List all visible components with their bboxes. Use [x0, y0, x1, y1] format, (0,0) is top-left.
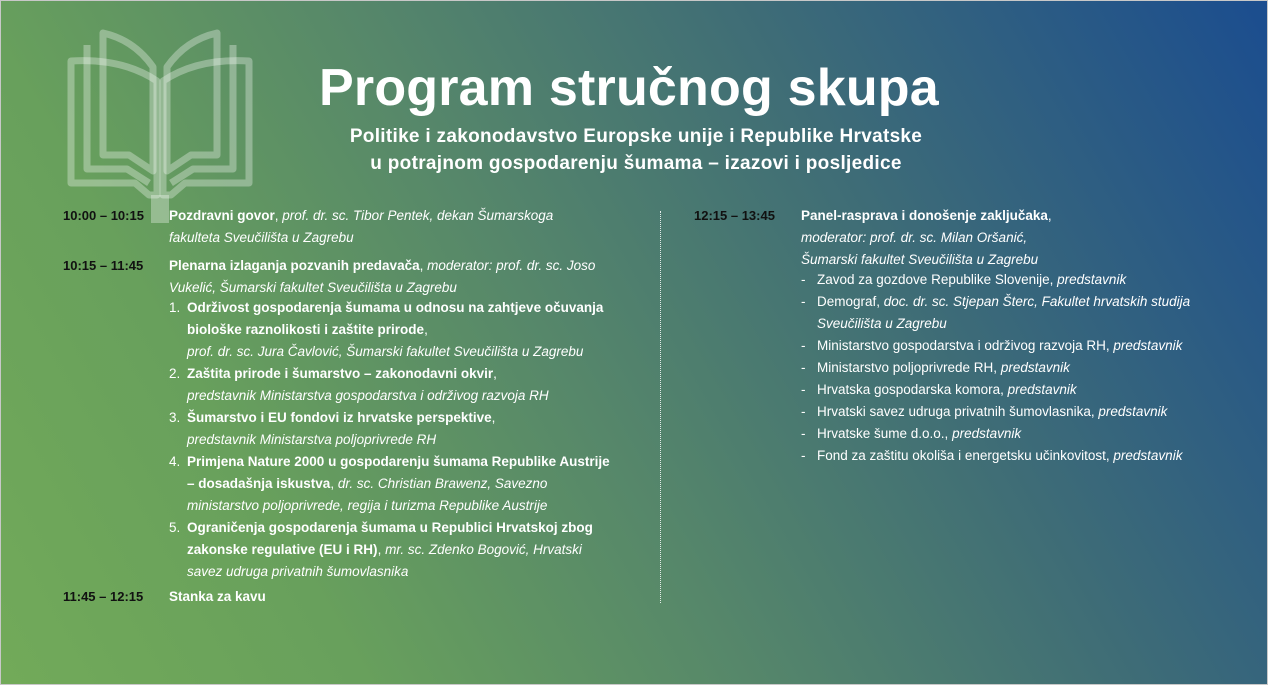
time-slot: 11:45 – 12:15 [63, 589, 144, 604]
agenda-item-detail: moderator: prof. dr. sc. Joso [427, 258, 596, 273]
panelist-role: predstavnik [1000, 360, 1070, 375]
talk-speaker: mr. sc. Zdenko Bogović, Hrvatski [385, 542, 582, 557]
talk-speaker: ministarstvo poljoprivrede, regija i turizma Republike Austrije [187, 498, 548, 513]
separator: , [330, 476, 338, 491]
agenda-item-plenary [169, 255, 639, 299]
agenda-item-title: Panel-rasprava i donošenje zaključaka [801, 208, 1048, 223]
list-item [169, 297, 625, 363]
talk-speaker: dr. sc. Christian Brawenz, Savezno [337, 476, 548, 491]
talk-title: Šumarstvo i EU fondovi iz hrvatske perspektive [187, 410, 492, 425]
list-number: 3. [169, 410, 181, 425]
panelists-list [801, 269, 1241, 467]
dash-bullet: - [801, 294, 806, 309]
talk-title: – dosadašnja iskustva [187, 476, 331, 491]
agenda-item-title: Stanka za kavu [169, 589, 266, 604]
time-slot: 12:15 – 13:45 [694, 208, 775, 223]
panelist-role: doc. dr. sc. Stjepan Šterc, Fakultet hrvatskih studija [883, 294, 1191, 309]
column-divider [660, 211, 661, 603]
separator: , [493, 366, 497, 381]
list-item [801, 269, 1241, 291]
talk-title: Zaštita prirode i šumarstvo – zakonodavni okvir [187, 366, 494, 381]
panel-moderator: Šumarski fakultet Sveučilišta u Zagrebu [801, 252, 1039, 267]
panelist-name: Ministarstvo gospodarstva i održivog razvoja RH, [817, 338, 1114, 353]
agenda-item-title: Plenarna izlaganja pozvanih predavača [169, 258, 420, 273]
agenda-item-detail: Vukelić, Šumarski fakultet Sveučilišta u Zagrebu [169, 280, 457, 295]
panelist-name: Demograf, [817, 294, 884, 309]
list-item [169, 517, 625, 583]
time-slot: 10:00 – 10:15 [63, 208, 144, 223]
talk-speaker: savez udruga privatnih šumovlasnika [187, 564, 409, 579]
time-slot: 10:15 – 11:45 [63, 258, 144, 273]
talk-title: zakonske regulative (EU i RH) [187, 542, 378, 557]
list-number: 1. [169, 300, 181, 315]
separator: , [491, 410, 496, 425]
separator: , [377, 542, 386, 557]
talk-title: biološke raznolikosti i zaštite prirode [187, 322, 425, 337]
talk-title: Održivost gospodarenja šumama u odnosu na zahtjeve očuvanja [187, 300, 604, 315]
panelist-name: Hrvatska gospodarska komora, [817, 382, 1008, 397]
panelist-name: Ministarstvo poljoprivrede RH, [817, 360, 1001, 375]
agenda-item-title: Pozdravni govor [169, 208, 275, 223]
talk-title: Ograničenja gospodarenja šumama u Republici Hrvatskoj zbog [187, 520, 593, 535]
page-subtitle [301, 123, 971, 177]
panelist-name: Fond za zaštitu okoliša i energetsku učinkovitost, [817, 448, 1114, 463]
subtitle-line-1: Politike i zakonodavstvo Europske unije i Republike Hrvatske [349, 126, 923, 147]
talk-title: Primjena Nature 2000 u gospodarenju šumama Republike Austrije [187, 454, 610, 469]
talk-speaker: predstavnik Ministarstva poljoprivrede RH [187, 432, 437, 447]
talks-list [169, 297, 625, 583]
agenda-item-panel [801, 205, 1241, 271]
list-item [801, 423, 1241, 445]
list-item [169, 451, 625, 517]
panelist-role: predstavnik [1113, 338, 1183, 353]
list-item [801, 401, 1241, 423]
separator: , [1047, 208, 1052, 223]
dash-bullet: - [801, 426, 806, 441]
talk-speaker: predstavnik Ministarstva gospodarstva i održivog razvoja RH [187, 388, 549, 403]
agenda-item-detail: prof. dr. sc. Tibor Pentek, dekan Šumarskoga [282, 208, 554, 223]
dash-bullet: - [801, 338, 806, 353]
agenda-item-welcome [169, 205, 629, 249]
dash-bullet: - [801, 272, 806, 287]
separator: , [424, 322, 428, 337]
list-item [801, 357, 1241, 379]
list-number: 5. [169, 520, 181, 535]
page-title: Program stručnog skupa [319, 59, 939, 117]
open-book-tree-icon [63, 27, 257, 223]
separator: , [419, 258, 428, 273]
panelist-name: Hrvatske šume d.o.o., [817, 426, 953, 441]
panelist-role: predstavnik [1098, 404, 1168, 419]
panelist-name: Hrvatski savez udruga privatnih šumovlasnika, [817, 404, 1099, 419]
panelist-role: predstavnik [952, 426, 1022, 441]
agenda-item-break [169, 586, 266, 608]
panelist-role: predstavnik [1007, 382, 1077, 397]
subtitle-line-2: u potrajnom gospodarenju šumama – izazovi i posljedice [370, 153, 902, 174]
panelist-role: Sveučilišta u Zagrebu [817, 316, 947, 331]
talk-speaker: prof. dr. sc. Jura Čavlović, Šumarski fakultet Sveučilišta u Zagrebu [187, 344, 584, 359]
list-item [801, 291, 1241, 335]
list-item [801, 335, 1241, 357]
dash-bullet: - [801, 404, 806, 419]
agenda-item-detail: fakulteta Sveučilišta u Zagrebu [169, 230, 354, 245]
panelist-name: Zavod za gozdove Republike Slovenije, [817, 272, 1058, 287]
panelist-role: predstavnik [1113, 448, 1183, 463]
dash-bullet: - [801, 382, 806, 397]
list-number: 2. [169, 366, 181, 381]
panelist-role: predstavnik [1057, 272, 1127, 287]
list-item [169, 407, 625, 451]
separator: , [274, 208, 283, 223]
dash-bullet: - [801, 360, 806, 375]
list-item [801, 379, 1241, 401]
list-number: 4. [169, 454, 181, 469]
list-item [801, 445, 1241, 467]
list-item [169, 363, 625, 407]
dash-bullet: - [801, 448, 806, 463]
panel-moderator: moderator: prof. dr. sc. Milan Oršanić, [801, 230, 1028, 245]
